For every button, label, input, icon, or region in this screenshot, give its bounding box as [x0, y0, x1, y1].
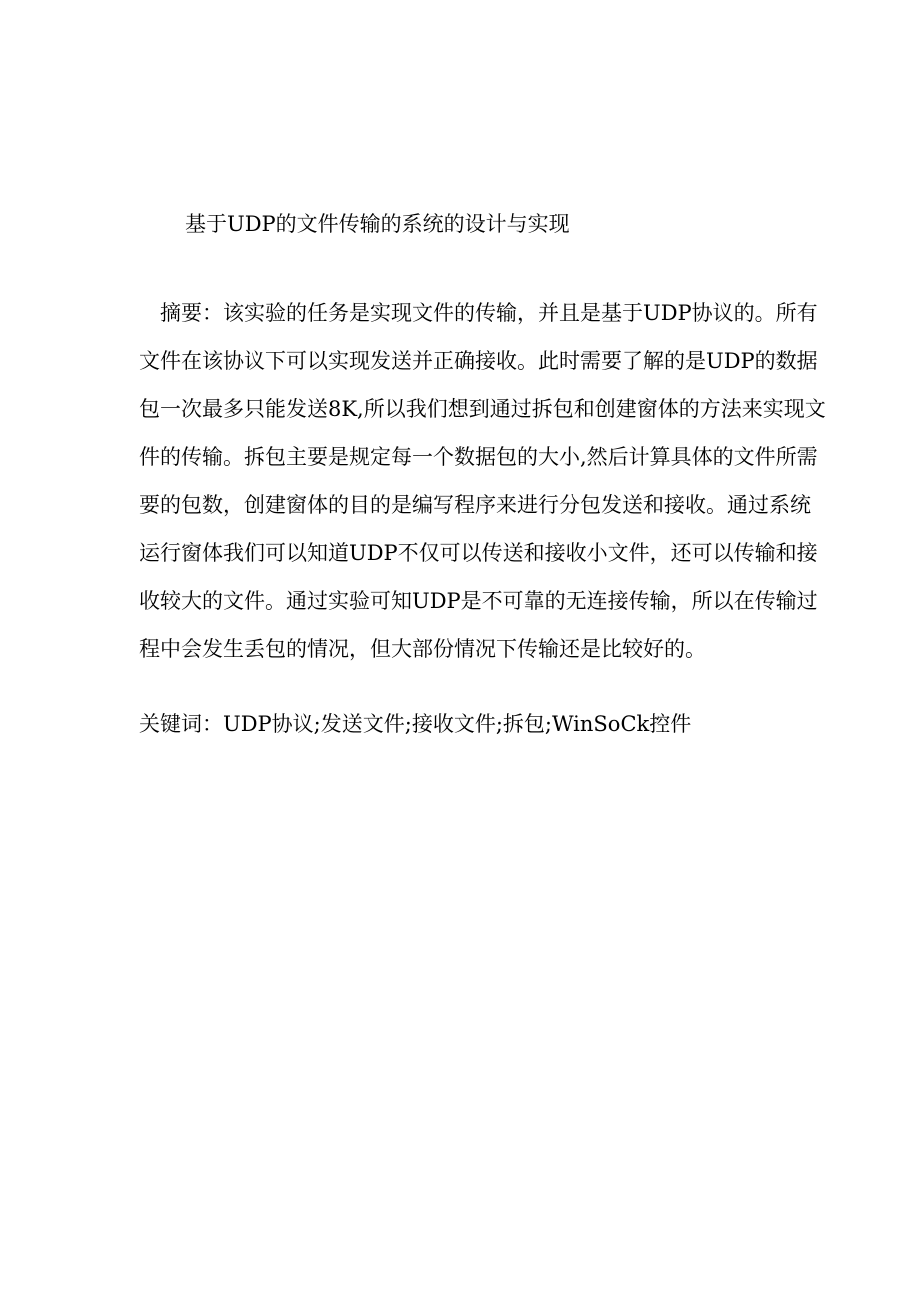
- abstract-line: 运行窗体我们可以知道UDP不仅可以传送和接收小文件，还可以传输和接: [139, 541, 818, 565]
- abstract-line: 件的传输。拆包主要是规定每一个数据包的大小,然后计算具体的文件所需: [139, 445, 818, 469]
- abstract-line: 程中会发生丢包的情况，但大部份情况下传输还是比较好的。: [139, 637, 706, 661]
- keywords-line: 关键词：UDP协议;发送文件;接收文件;拆包;WinSoCk控件: [139, 712, 692, 736]
- abstract-line: 收较大的文件。通过实验可知UDP是不可靠的无连接传输，所以在传输过: [139, 589, 818, 613]
- abstract-paragraph: [139, 298, 826, 682]
- abstract-line: 文件在该协议下可以实现发送并正确接收。此时需要了解的是UDP的数据: [139, 349, 818, 373]
- abstract-line: 摘要：该实验的任务是实现文件的传输，并且是基于UDP协议的。所有: [160, 301, 818, 325]
- abstract-line: 要的包数，创建窗体的目的是编写程序来进行分包发送和接收。通过系统: [139, 493, 811, 517]
- document-title: 基于UDP的文件传输的系统的设计与实现: [185, 212, 570, 236]
- abstract-line: 包一次最多只能发送8K,所以我们想到通过拆包和创建窗体的方法来实现文: [139, 397, 826, 421]
